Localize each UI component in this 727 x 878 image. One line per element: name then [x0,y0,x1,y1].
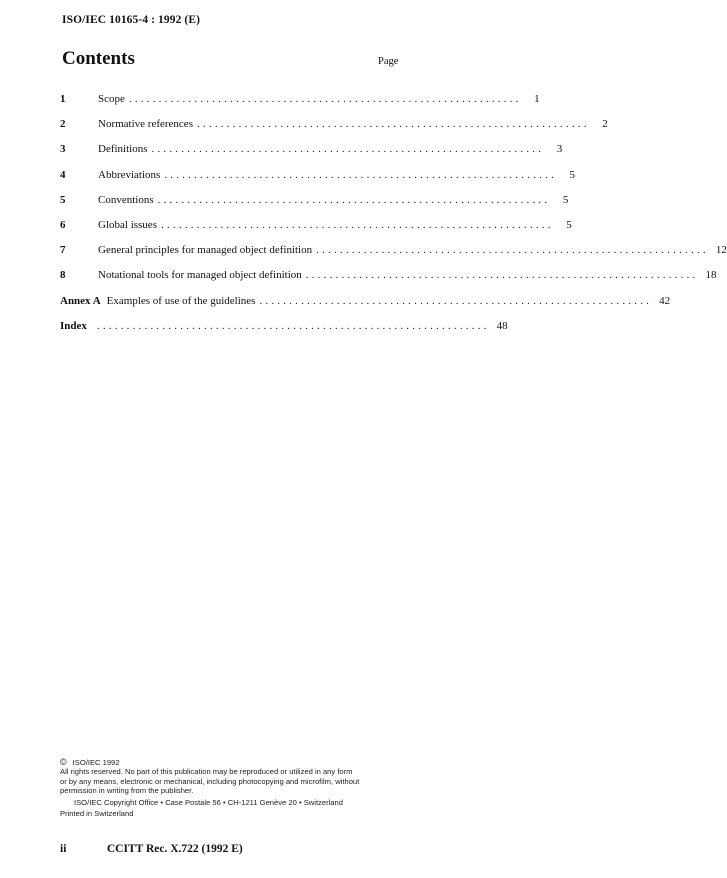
toc-entry-1[interactable] [60,92,540,117]
toc-entry-5[interactable] [60,193,569,218]
toc-page: 42 [659,294,671,307]
toc-number: 7 [60,244,66,257]
toc-entry-8[interactable] [60,268,717,293]
toc-entry-index[interactable] [60,319,508,344]
toc-entry-7[interactable] [60,243,727,268]
rights-text: or by any means, electronic or mechanical, including photocopying and microfilm, without [60,776,360,786]
copyright-owner-line [60,758,410,767]
toc-number: Annex A [60,294,101,307]
toc-number: 2 [60,118,66,131]
page-column-label: Page [378,56,399,67]
toc-number: 3 [60,143,66,156]
toc-page: 5 [569,168,576,181]
toc-number: 6 [60,218,66,231]
toc-title: Abbreviations [98,168,161,181]
toc-leader: .................................................................. [128,93,522,105]
toc-entry-6[interactable] [60,218,572,243]
toc-title: Conventions [98,193,154,206]
copyright-office: ISO/IEC Copyright Office • Case Postale 56 • CH-1211 Genève 20 • Switzerland [74,797,343,807]
toc-title: Normative references [98,118,193,131]
toc-leader: .................................................................. [164,168,558,181]
toc-leader: .................................................................. [259,294,653,307]
toc-number: 5 [60,193,66,206]
toc-page: 12 [715,244,727,257]
toc-title: Examples of use of the guidelines [106,294,256,307]
toc-title: Definitions [98,143,148,156]
toc-title: General principles for managed object definition [98,244,313,257]
toc-entry-2[interactable] [60,117,608,142]
toc-leader: .................................................................. [305,269,699,282]
page-footer [60,843,420,855]
toc-leader: .................................................................. [160,218,554,231]
toc-page: 48 [496,319,508,332]
toc-title: Notational tools for managed object definition [98,269,302,282]
toc-page: 5 [562,193,569,206]
toc-entry-annex-a[interactable] [60,294,671,319]
toc-leader: .................................................................. [196,118,590,131]
copyright-owner: ISO/IEC 1992 [72,758,120,767]
standard-header: ISO/IEC 10165-4 : 1992 (E) [62,14,201,26]
toc-page: 1 [534,93,540,105]
toc-title: Global issues [98,218,157,231]
page-number: ii [60,843,67,855]
rights-text: All rights reserved. No part of this publication may be reproduced or utilized in any form [60,767,353,777]
copyright-notice [60,758,410,818]
copyright-icon: © [60,757,67,767]
toc-leader: .................................................................. [151,143,545,156]
toc-page: 3 [556,143,563,156]
printed-in: Printed in Switzerland [60,809,134,819]
page-title: Contents [62,48,135,69]
toc-entry-3[interactable] [60,142,563,167]
toc-number: 4 [60,168,66,181]
toc-leader: .................................................................. [96,319,490,332]
toc-leader: .................................................................. [157,193,551,206]
toc-page: 2 [602,118,608,131]
rights-text: permission in writing from the publisher. [60,786,194,796]
footer-reference: CCITT Rec. X.722 (1992 E) [106,843,243,855]
toc-title: Scope [98,93,125,105]
toc-page: 18 [705,269,717,282]
toc-page: 5 [566,218,572,231]
toc-leader: .................................................................. [316,244,709,257]
toc-number: 1 [60,93,66,105]
toc-entry-4[interactable] [60,168,576,193]
toc-number: Index [60,319,87,332]
toc-number: 8 [60,269,66,282]
table-of-contents [60,92,727,344]
